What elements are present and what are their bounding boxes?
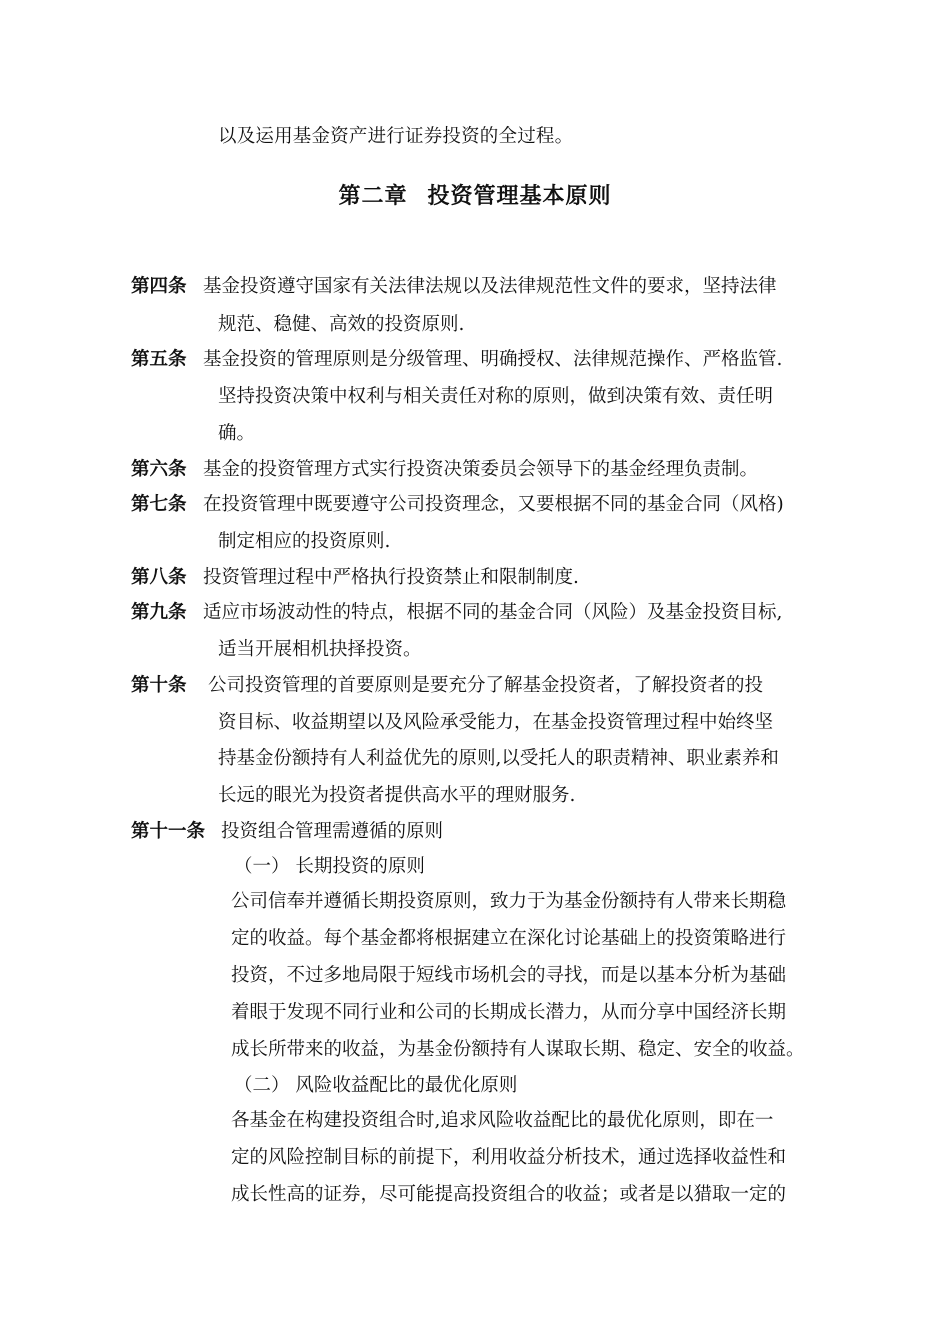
article-line: 公司投资管理的首要原则是要充分了解基金投资者，了解投资者的投	[208, 675, 764, 696]
article-label: 第五条	[131, 349, 187, 370]
article-line: 坚持投资决策中权利与相关责任对称的原则，做到决策有效、责任明	[218, 386, 774, 407]
subsection-heading: （一） 长期投资的原则	[234, 856, 425, 877]
subsection-line: 定的收益。每个基金都将根据建立在深化讨论基础上的投资策略进行	[231, 928, 787, 949]
article-line: 资目标、收益期望以及风险承受能力，在基金投资管理过程中始终坚	[218, 712, 774, 733]
article-label: 第九条	[131, 602, 187, 623]
subsection-line: 定的风险控制目标的前提下，利用收益分析技术，通过选择收益性和	[231, 1147, 787, 1168]
article-label: 第六条	[131, 459, 187, 480]
article-line: 制定相应的投资原则.	[218, 531, 391, 552]
article-line: 基金投资的管理原则是分级管理、明确授权、法律规范操作、严格监管.	[203, 349, 783, 370]
article-label: 第十一条	[131, 821, 206, 842]
chapter-number: 第二章	[338, 184, 408, 209]
article-line: 基金的投资管理方式实行投资决策委员会领导下的基金经理负责制。	[203, 459, 759, 480]
subsection-line: 公司信奉并遵循长期投资原则，致力于为基金份额持有人带来长期稳	[231, 891, 787, 912]
article-line: 适应市场波动性的特点，根据不同的基金合同（风险）及基金投资目标,	[203, 602, 783, 623]
subsection-line: 投资，不过多地局限于短线市场机会的寻找，而是以基本分析为基础	[231, 965, 787, 986]
article-line: 长远的眼光为投资者提供高水平的理财服务.	[218, 785, 576, 806]
chapter-heading	[0, 181, 950, 213]
article-line: 适当开展相机抉择投资。	[218, 639, 422, 660]
article-line: 投资组合管理需遵循的原则	[221, 821, 444, 842]
subsection-line: 成长性高的证券，尽可能提高投资组合的收益；或者是以猎取一定的	[231, 1184, 787, 1205]
article-line: 投资管理过程中严格执行投资禁止和限制制度.	[203, 567, 579, 588]
subsection-heading: （二） 风险收益配比的最优化原则	[234, 1075, 518, 1096]
chapter-title: 投资管理基本原则	[427, 184, 612, 209]
article-label: 第四条	[131, 276, 187, 297]
article-line: 在投资管理中既要遵守公司投资理念，又要根据不同的基金合同（风格)	[203, 494, 784, 515]
subsection-line: 着眼于发现不同行业和公司的长期成长潜力，从而分享中国经济长期	[231, 1002, 787, 1023]
article-line: 确。	[218, 423, 256, 444]
subsection-line: 各基金在构建投资组合时,追求风险收益配比的最优化原则，即在一	[231, 1110, 774, 1131]
subsection-line: 成长所带来的收益，为基金份额持有人谋取长期、稳定、安全的收益。	[231, 1039, 805, 1060]
article-line: 基金投资遵守国家有关法律法规以及法律规范性文件的要求，坚持法律	[203, 276, 777, 297]
article-label: 第十条	[131, 675, 187, 696]
article-label: 第八条	[131, 567, 187, 588]
article-line: 持基金份额持有人利益优先的原则,以受托人的职责精神、职业素养和	[218, 748, 779, 769]
intro-line: 以及运用基金资产进行证券投资的全过程。	[218, 126, 574, 147]
article-label: 第七条	[131, 494, 187, 515]
article-line: 规范、稳健、高效的投资原则.	[218, 314, 465, 335]
